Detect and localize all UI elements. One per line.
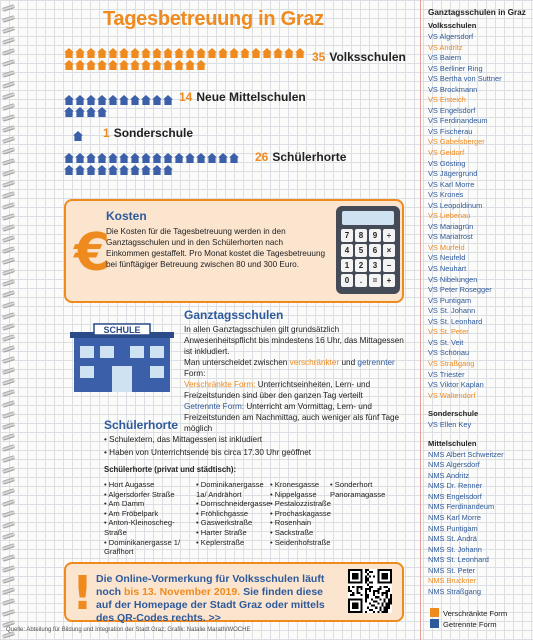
house-icon [152, 162, 162, 172]
horte-location: • Am Fröbelpark [104, 509, 194, 519]
house-icon [86, 92, 96, 102]
house-icon [130, 45, 140, 55]
house-icon [185, 57, 195, 67]
qr-code[interactable] [348, 569, 392, 613]
school-list-item: VS Andritz [428, 42, 463, 52]
school-list-item: VS Gösting [428, 158, 466, 168]
house-icons-schuelerhorte [64, 150, 248, 174]
volksschulen-list [428, 32, 532, 401]
house-icon [64, 57, 74, 67]
house-icon [97, 45, 107, 55]
house-icon [119, 57, 129, 67]
sidebar-head-sonderschule: Sonderschule [428, 409, 479, 419]
house-icon [207, 150, 217, 160]
school-list-item: NMS Engelsdorf [428, 491, 482, 501]
calculator-key: . [355, 274, 367, 287]
school-list-item: NMS Dr. Renner [428, 481, 483, 491]
house-icon [229, 45, 239, 55]
page-title: Tagesbetreuung in Graz [103, 8, 324, 30]
house-icon [86, 150, 96, 160]
horte-table-title: Schülerhorte (privat und städtisch): [104, 465, 237, 474]
house-icon [163, 57, 173, 67]
ganztag-p1: In allen Ganztagsschulen gilt grundsätzlich Anwesenheitspflicht bis mindestens 16 Uhr, das Mittagessen ist inkludiert. [184, 325, 404, 356]
horte-location: • Algersdorfer Straße [104, 490, 194, 500]
ganztag-section [184, 308, 406, 434]
house-icon [86, 57, 96, 67]
school-list-item: VS Krones [428, 190, 464, 200]
house-icon [185, 150, 195, 160]
school-list-item: VS Algersdorf [428, 32, 474, 41]
house-icon [108, 162, 118, 172]
horte-section [104, 418, 400, 475]
ganztag-p3: Verschränkte Form: Unterrichtseinheiten, Lern- und Freizeitstunden sind über den ganzen Tag verteilt [184, 380, 371, 400]
house-icon [64, 92, 74, 102]
house-icon [108, 45, 118, 55]
school-list-item: NMS Straßgang [428, 586, 481, 596]
school-list-item: NMS Albert Schweitzer [428, 449, 504, 459]
house-icon [163, 150, 173, 160]
stat-count: 1 [103, 126, 110, 140]
school-list-item: VS St. Peter [428, 327, 469, 337]
house-icon [97, 162, 107, 172]
calculator-key: 0 [341, 274, 353, 287]
legend-item-getrennt: Getrennte Form [430, 619, 507, 630]
calculator-key: 6 [369, 244, 381, 257]
stat-sonderschule [103, 126, 193, 140]
school-list-item: VS Fischerau [428, 126, 473, 136]
school-list-item: NMS St. Peter [428, 565, 476, 575]
school-list-item: VS Geidorf [428, 148, 465, 158]
house-icon [75, 150, 85, 160]
horte-location: • Pestalozzistraße [270, 499, 334, 509]
stat-label: Neue Mittelschulen [196, 90, 306, 104]
exclamation-icon: ! [72, 566, 93, 620]
horte-location: • Rosenhain [270, 518, 334, 528]
ganztag-p2: Man unterscheidet zwischen verschränkter und getrennter Form: [184, 358, 395, 378]
horte-bullet-1: • Schulextern, das Mittagessen ist inkludiert [104, 435, 263, 444]
house-icon [141, 45, 151, 55]
horte-location: • Dominikanergasse 1a/ Andrähort [196, 480, 274, 499]
house-icon [196, 57, 206, 67]
school-list-item: VS Berliner Ring [428, 63, 483, 73]
sonderschule-list [428, 420, 532, 431]
legend [430, 608, 507, 630]
horte-location: • Am Damm [104, 499, 194, 509]
horte-location: • Dornschneidergasse [196, 499, 274, 509]
school-list-item: NMS Bruckner [428, 576, 477, 586]
school-list-item: VS St. Leonhard [428, 316, 483, 326]
school-list-item: NMS Andritz [428, 470, 470, 480]
house-icon [97, 104, 107, 114]
house-icons-mittelschulen [64, 92, 184, 116]
house-icon [64, 150, 74, 160]
school-list-item: VS Triester [428, 369, 465, 379]
legend-swatch [430, 608, 439, 617]
house-icon [141, 92, 151, 102]
house-icon [119, 150, 129, 160]
calculator-keys [341, 229, 395, 287]
house-icon [196, 45, 206, 55]
stat-count: 14 [179, 90, 193, 104]
school-list-item: NMS Karl Morre [428, 512, 481, 522]
calculator-key: 3 [369, 259, 381, 272]
legend-swatch [430, 619, 439, 628]
house-icon [108, 57, 118, 67]
school-list-item: VS Nibelungen [428, 274, 478, 284]
school-list-item: VS Puntigam [428, 295, 472, 305]
school-list-item: VS St. Veit [428, 337, 464, 347]
calculator-key: 9 [369, 229, 381, 242]
house-icon [163, 45, 173, 55]
sidebar-head-volksschulen: Volksschulen [428, 21, 477, 30]
house-icon [295, 45, 305, 55]
horte-col-3 [270, 480, 334, 547]
horte-location: • Kronesgasse [270, 480, 334, 490]
house-icon [207, 45, 217, 55]
house-icon [86, 45, 96, 55]
house-icon [262, 45, 272, 55]
school-list-item: VS Gabelsberger [428, 137, 485, 147]
house-icon [75, 104, 85, 114]
school-list-item: NMS Puntigam [428, 523, 478, 533]
house-icon [196, 150, 206, 160]
kosten-heading: Kosten [106, 209, 147, 223]
school-list-item: VS Neuhart [428, 264, 467, 274]
school-list-item: VS Bertha von Suttner [428, 74, 502, 84]
house-icon [73, 128, 83, 138]
school-list-item: VS Schönau [428, 348, 470, 358]
kosten-text: Die Kosten für die Tagesbetreuung werden in den Ganztagsschulen und in den Schülerhorten nach Einkommen gestaffelt. Pro Monat kostet die Tagesbetreuung bei fünftägiger Betreuung zwischen 80 und 300 Euro. [106, 227, 326, 269]
house-icon [64, 45, 74, 55]
house-icon [64, 162, 74, 172]
horte-location: • Seidenhofstraße [270, 538, 334, 548]
school-list-item: VS St. Johann [428, 306, 476, 316]
house-icon [75, 45, 85, 55]
house-icon [174, 57, 184, 67]
house-icons-sonderschule [73, 128, 87, 140]
calculator-key: 8 [355, 229, 367, 242]
school-list-item: VS Eisteich [428, 95, 466, 105]
house-icon [251, 45, 261, 55]
house-icon [119, 162, 129, 172]
spiral-binding [0, 0, 18, 640]
school-list-item: VS Jägergrund [428, 169, 478, 179]
school-list-item: VS Peter Rosegger [428, 285, 492, 295]
house-icon [75, 92, 85, 102]
sidebar-title: Ganztagsschulen in Graz [428, 8, 526, 17]
calculator-key: 7 [341, 229, 353, 242]
school-list-item: VS Baiern [428, 53, 462, 63]
calculator-key: 2 [355, 259, 367, 272]
house-icon [218, 45, 228, 55]
school-list-item: VS Karl Morre [428, 179, 475, 189]
house-icon [141, 150, 151, 160]
house-icon [152, 57, 162, 67]
house-icon [119, 92, 129, 102]
house-icon [97, 92, 107, 102]
horte-location: • Harter Straße [196, 528, 274, 538]
horte-col-1 [104, 480, 194, 557]
sidebar-head-mittelschulen: Mittelschulen [428, 438, 477, 448]
house-icon [130, 150, 140, 160]
house-icon [229, 150, 239, 160]
house-icon [130, 162, 140, 172]
stat-count: 26 [255, 150, 269, 164]
school-list-item: VS Viktor Kaplan [428, 380, 484, 390]
house-icon [174, 150, 184, 160]
calculator-screen [342, 211, 394, 225]
horte-location: • Nippelgasse [270, 490, 334, 500]
horte-col-2 [196, 480, 274, 547]
house-icon [108, 150, 118, 160]
margin-line [420, 0, 421, 640]
house-icon [64, 104, 74, 114]
stat-label: Schülerhorte [272, 150, 347, 164]
house-icon [152, 92, 162, 102]
school-list-item: VS Ferdinandeum [428, 116, 488, 126]
house-icon [152, 45, 162, 55]
house-icon [75, 57, 85, 67]
horte-bullet-2: • Haben von Unterrichtsende bis circa 17.30 Uhr geöffnet [104, 448, 312, 457]
stat-schuelerhorte [255, 150, 346, 164]
mittelschulen-list [428, 450, 532, 598]
school-list-item: NMS St. Andrä [428, 534, 477, 544]
sidebar-list [428, 8, 532, 597]
school-list-item: VS Ellen Key [428, 420, 472, 430]
calculator-key: 5 [355, 244, 367, 257]
school-sign: SCHULE [103, 325, 141, 335]
house-icon [97, 57, 107, 67]
cta-box [64, 562, 404, 622]
calculator-key: = [369, 274, 381, 287]
cta-text: Die Online-Vormerkung für Volksschulen läuft noch bis 13. November 2019. Sie finden diese auf der Homepage der Stadt Graz oder mittels des QR-Codes rechts. >> [96, 573, 325, 624]
school-list-item: NMS Algersdorf [428, 460, 480, 470]
house-icon [284, 45, 294, 55]
stat-mittelschulen [179, 90, 306, 104]
calculator-key: × [383, 244, 395, 257]
horte-location: • Sonderhort Panoramagasse [330, 480, 400, 499]
house-icon [86, 162, 96, 172]
stat-count: 35 [312, 50, 326, 64]
house-icon [141, 162, 151, 172]
euro-icon: € [74, 223, 111, 283]
school-list-item: VS Straßgang [428, 358, 475, 368]
ganztag-p4: Getrennte Form: Unterricht am Vormittag, Lern- und Freizeitstunden am Nachmittag, auch weniger als fünf Tage möglich [184, 402, 400, 433]
house-icon [152, 150, 162, 160]
house-icon [141, 57, 151, 67]
source-credit: Quelle: Abteilung für Bildung und Integration der Stadt Graz; Grafik: Natalie Marath/WOCHE [6, 627, 251, 633]
stat-label: Sonderschule [113, 126, 194, 140]
stat-volksschulen [312, 50, 406, 64]
kosten-content [106, 209, 328, 270]
house-icon [240, 45, 250, 55]
horte-location: • Fröhlichgasse [196, 509, 274, 519]
school-building-icon [70, 322, 174, 394]
house-icon [174, 45, 184, 55]
house-icon [86, 104, 96, 114]
house-icon [119, 45, 129, 55]
school-list-item: NMS St. Johann [428, 544, 482, 554]
calculator-key: 1 [341, 259, 353, 272]
school-list-item: VS Leopoldinum [428, 200, 483, 210]
house-icons-volksschulen [64, 45, 309, 69]
house-icon [185, 45, 195, 55]
school-list-item: VS Brockmann [428, 84, 478, 94]
school-list-item: VS Murfeld [428, 242, 465, 252]
calculator-icon [336, 206, 400, 294]
horte-col-4 [330, 480, 400, 499]
calculator-key: + [383, 274, 395, 287]
school-list-item: VS Waltendorf [428, 390, 476, 400]
horte-location: • Dominikanergasse 1/ Graflhort [104, 538, 194, 557]
school-list-item: VS Liebenau [428, 211, 471, 221]
school-list-item: VS Engelsdorf [428, 105, 476, 115]
house-icon [108, 92, 118, 102]
horte-heading: Schülerhorte [104, 418, 179, 432]
house-icon [130, 57, 140, 67]
legend-item-verschraenkt: Verschränkte Form [430, 608, 507, 619]
calculator-key: − [383, 259, 395, 272]
horte-location: • Sackstraße [270, 528, 334, 538]
calculator-key: 4 [341, 244, 353, 257]
horte-location: • Keplerstraße [196, 538, 274, 548]
calculator-key: ÷ [383, 229, 395, 242]
horte-location: • Anton-Kleinoscheg-Straße [104, 518, 194, 537]
horte-location: • Hort Augasse [104, 480, 194, 490]
school-list-item: NMS Ferdinandeum [428, 502, 495, 512]
school-list-item: VS Neufeld [428, 253, 466, 263]
school-list-item: VS Mariagrün [428, 221, 474, 231]
stat-label: Volksschulen [329, 50, 406, 64]
house-icon [163, 92, 173, 102]
horte-location: • Gaswerkstraße [196, 518, 274, 528]
house-icon [163, 162, 173, 172]
kosten-box [64, 199, 404, 303]
house-icon [97, 150, 107, 160]
school-list-item: NMS St. Leonhard [428, 555, 489, 565]
house-icon [75, 162, 85, 172]
horte-location: • Prochaskagasse [270, 509, 334, 519]
house-icon [130, 92, 140, 102]
house-icon [218, 150, 228, 160]
ganztag-heading: Ganztagsschulen [184, 308, 284, 322]
house-icon [273, 45, 283, 55]
school-list-item: VS Mariatrost [428, 232, 473, 242]
